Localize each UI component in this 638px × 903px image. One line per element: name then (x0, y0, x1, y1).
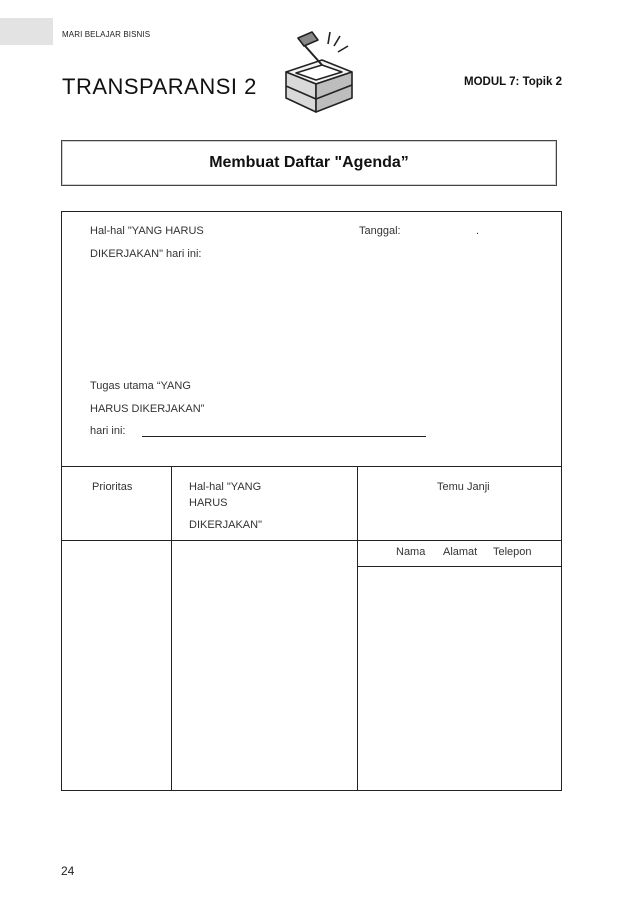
series-label: MARI BELAJAR BISNIS (62, 30, 151, 39)
column-divider-2 (357, 466, 358, 791)
agenda-form (61, 211, 562, 791)
document-title: Membuat Daftar "Agenda” (61, 140, 557, 186)
main-task-line2: HARUS DIKERJAKAN” (90, 403, 205, 415)
appointments-subheader-divider (357, 566, 562, 567)
name-subheader: Nama (396, 546, 426, 558)
table-header-divider (61, 540, 562, 541)
phone-subheader: Telepon (493, 546, 532, 558)
page-number: 24 (61, 864, 75, 878)
column-divider-1 (171, 466, 172, 791)
todo-label-line1: Hal-hal "YANG HARUS (90, 225, 204, 237)
page-title: TRANSPARANSI 2 (62, 74, 257, 99)
todo-header-line3: DIKERJAKAN" (189, 519, 262, 531)
main-task-input-line[interactable] (142, 436, 426, 437)
todo-label-line2: DIKERJAKAN" hari ini: (90, 248, 202, 260)
date-label: Tanggal: (359, 225, 401, 237)
main-task-line1: Tugas utama “YANG (90, 380, 191, 392)
main-task-line3: hari ini: (90, 425, 126, 437)
priority-header: Prioritas (92, 481, 133, 493)
overhead-projector-icon (278, 26, 364, 118)
module-label: MODUL 7: Topik 2 (464, 76, 562, 88)
date-field[interactable]: . (476, 225, 480, 237)
appointments-header: Temu Janji (437, 481, 490, 493)
header-tab-decoration (0, 18, 53, 45)
section-divider (61, 466, 562, 467)
todo-header-line1: Hal-hal "YANG (189, 481, 262, 493)
address-subheader: Alamat (443, 546, 478, 558)
todo-header-line2: HARUS (189, 497, 228, 509)
